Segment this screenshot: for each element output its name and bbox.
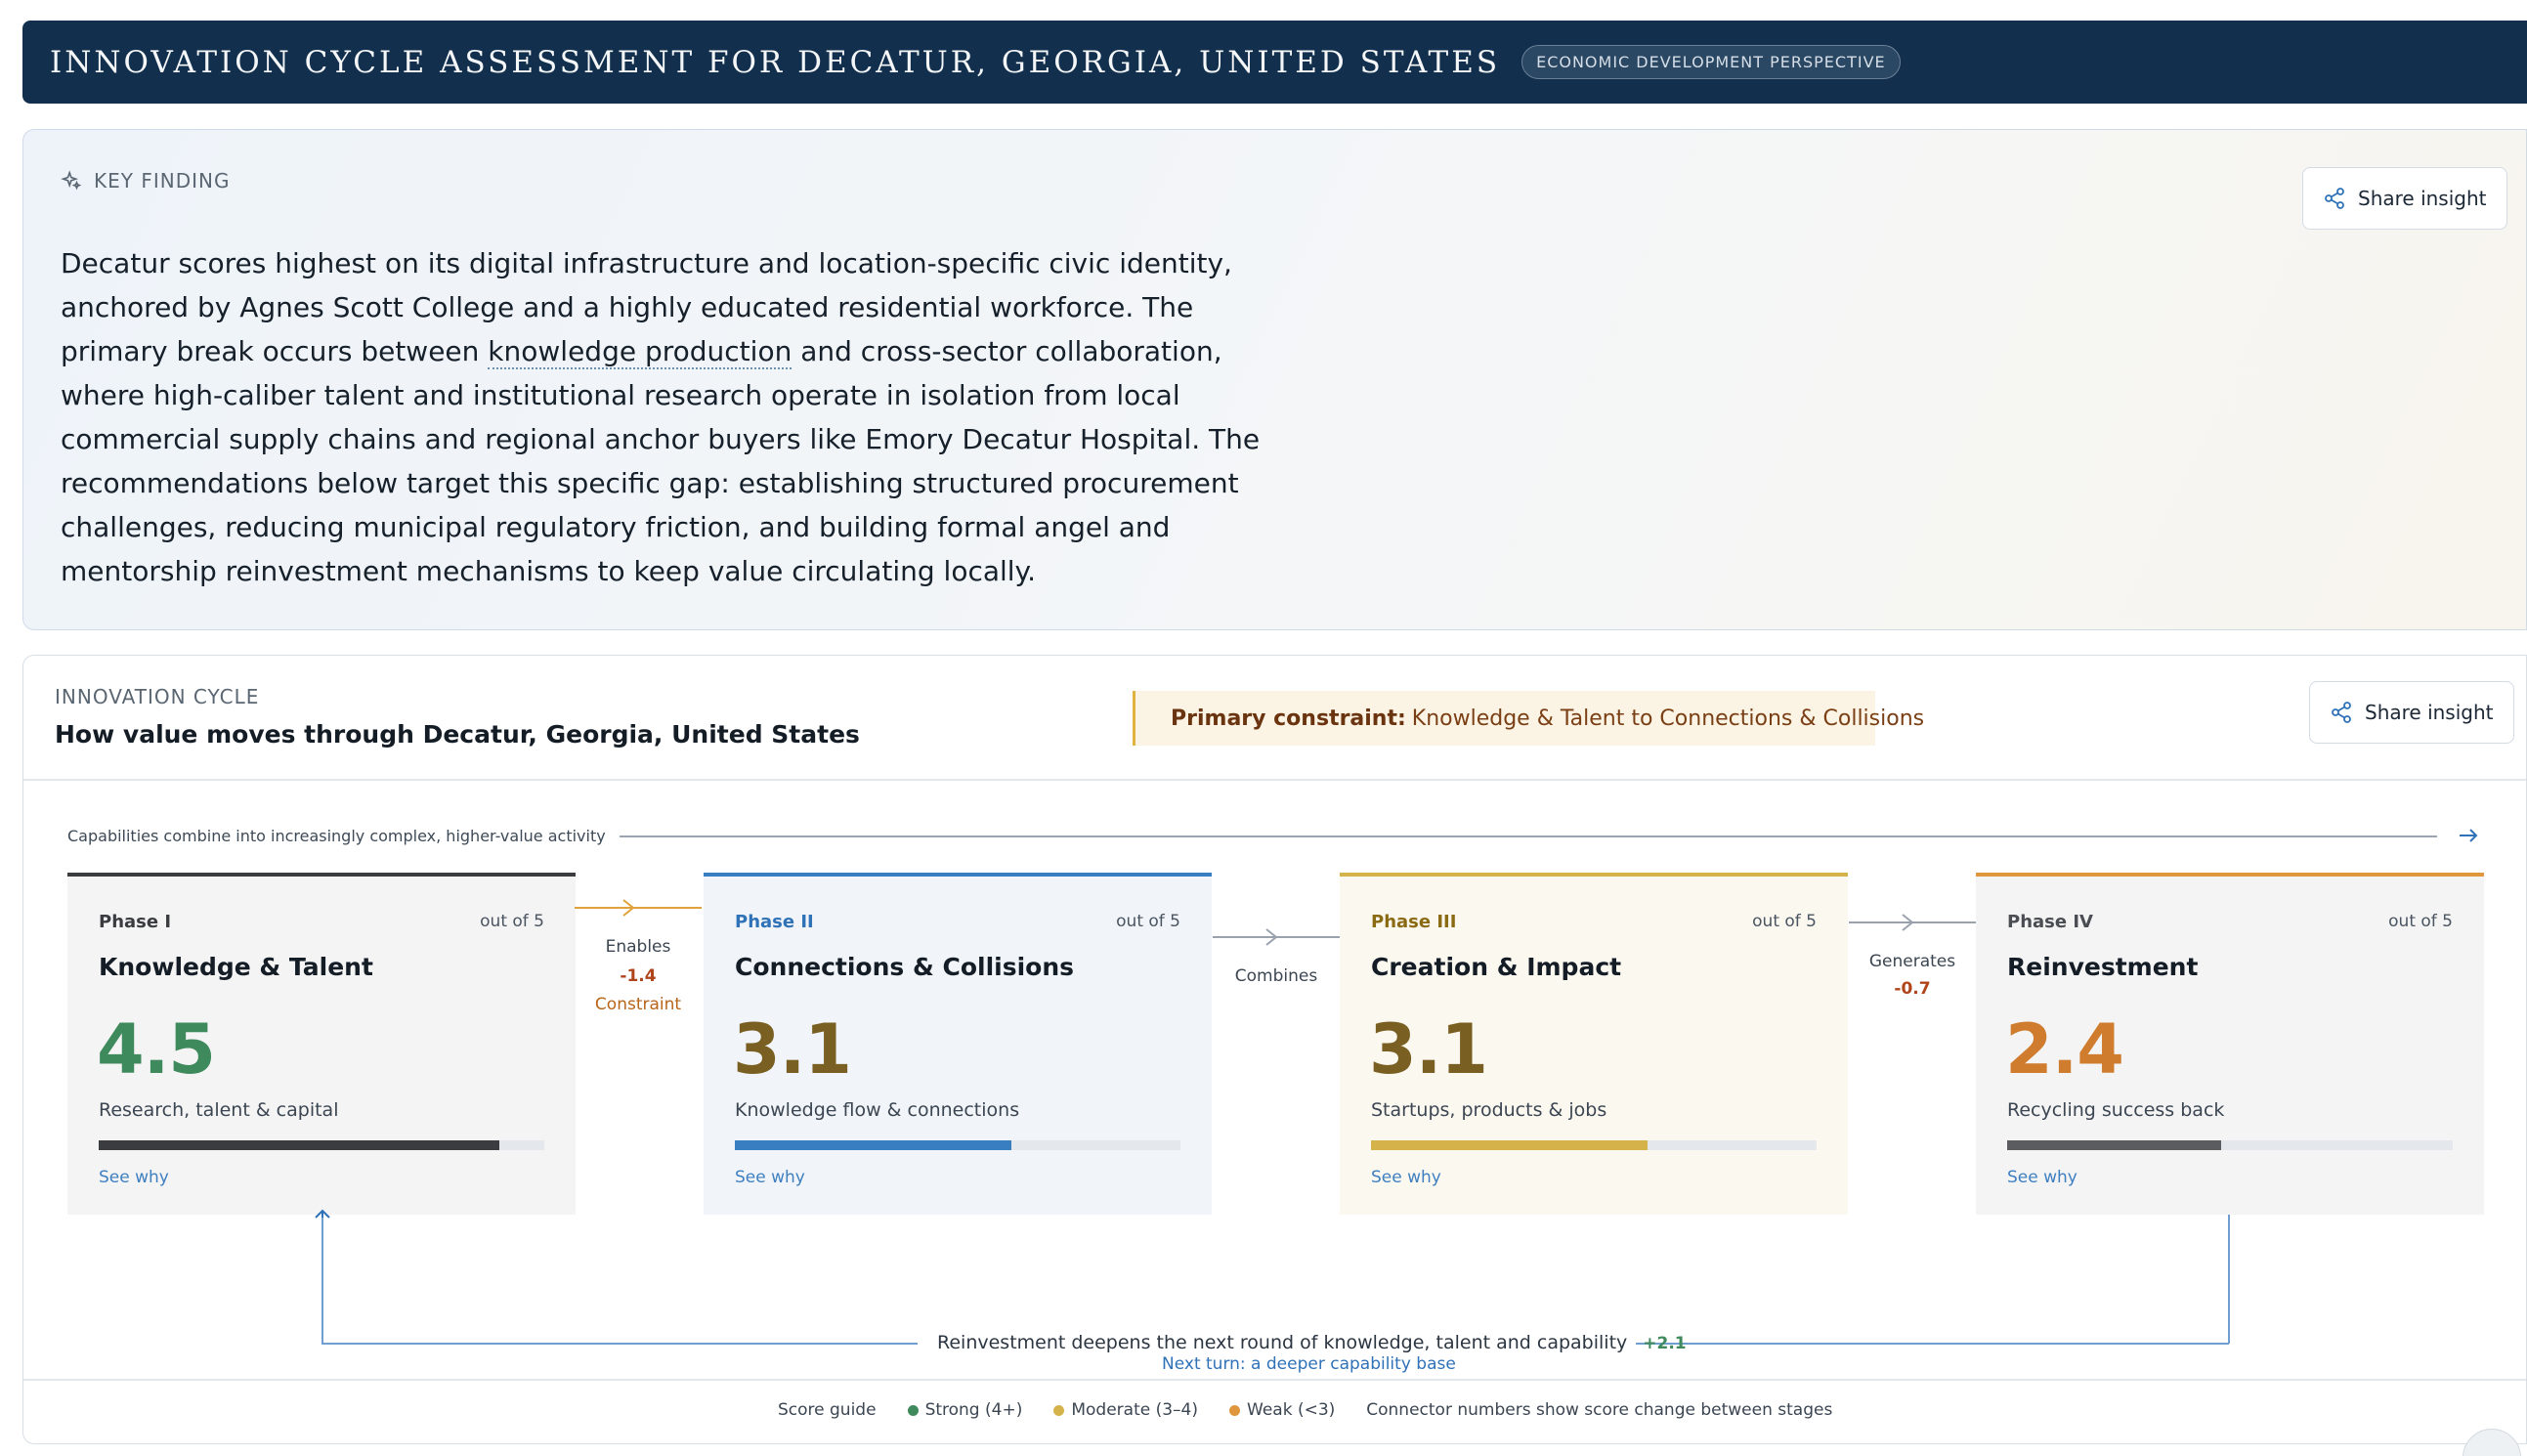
connector-delta: -1.4: [620, 966, 657, 986]
phase-card-reinvestment: [1976, 873, 2484, 1215]
phase-out-of: out of 5: [480, 912, 544, 931]
phase-name: Connections & Collisions: [735, 953, 1075, 981]
glossary-term-link[interactable]: knowledge production: [488, 335, 792, 367]
constraint-label: Primary constraint:: [1171, 706, 1406, 731]
legend-note: Connector numbers show score change between stages: [1366, 1400, 1833, 1420]
score-bar: [735, 1140, 1180, 1150]
moderate-dot-icon: [1053, 1405, 1064, 1416]
legend-strong-label: Strong (4+): [924, 1400, 1023, 1420]
share-insight-button[interactable]: [2302, 167, 2507, 230]
connector-label: Combines: [1234, 966, 1318, 986]
reinvestment-loop-text: [937, 1332, 1687, 1353]
score-bar-fill: [99, 1140, 499, 1150]
score-bar: [99, 1140, 544, 1150]
phase-label: Phase I: [99, 912, 172, 932]
phase-card-knowledge-talent: [67, 873, 576, 1215]
sparkle-icon: [61, 170, 82, 192]
loop-line-left: [321, 1218, 323, 1343]
primary-constraint-banner: [1133, 691, 1925, 746]
loop-description: Reinvestment deepens the next round of knowledge, talent and capability: [937, 1332, 1628, 1353]
page-header: [22, 21, 2527, 104]
legend-moderate-label: Moderate (3–4): [1071, 1400, 1198, 1420]
share-insight-label: Share insight: [2365, 701, 2494, 724]
phase-name: Reinvestment: [2007, 953, 2199, 981]
see-why-link[interactable]: See why: [735, 1168, 805, 1187]
phase-out-of: out of 5: [1752, 912, 1817, 931]
share-icon: [2323, 187, 2346, 210]
legend-title: Score guide: [778, 1400, 877, 1420]
key-finding-card: [22, 129, 2527, 630]
cycle-section-title: How value moves through Decatur, Georgia, United States: [55, 720, 860, 749]
arrow-right-icon: [575, 896, 702, 920]
phase-label: Phase IV: [2007, 912, 2093, 932]
score-bar-fill: [2007, 1140, 2221, 1150]
legend-divider: [23, 1379, 2526, 1381]
key-finding-text-a: Decatur scores highest on its digital infrastructure and location-specific civic identity, anchored by Agnes Scott College and a highly educated residential workforce. The primary break occurs between: [61, 247, 1232, 367]
key-finding-text: [61, 241, 1282, 593]
share-insight-button-cycle[interactable]: [2309, 681, 2514, 744]
legend-strong: [908, 1400, 1023, 1420]
loop-line-right: [2228, 1215, 2230, 1344]
loop-line-bottom-right: [1636, 1343, 2229, 1345]
strong-dot-icon: [908, 1405, 919, 1416]
loop-gain: +2.1: [1643, 1334, 1687, 1353]
see-why-link[interactable]: See why: [2007, 1168, 2077, 1187]
score-guide-legend: [778, 1400, 1863, 1420]
legend-weak-label: Weak (<3): [1247, 1400, 1336, 1420]
constraint-value: Knowledge & Talent to Connections & Collisions: [1411, 706, 1925, 731]
phase-out-of: out of 5: [1116, 912, 1180, 931]
phase-name: Creation & Impact: [1371, 953, 1622, 981]
phase-description: Research, talent & capital: [99, 1099, 339, 1121]
arrow-right-icon: [2457, 824, 2480, 847]
flow-caption: Capabilities combine into increasingly complex, higher-value activity: [67, 827, 606, 845]
score-bar-fill: [735, 1140, 1011, 1150]
page-title: INNOVATION CYCLE ASSESSMENT FOR DECATUR, GEORGIA, UNITED STATES: [50, 44, 1501, 80]
perspective-badge: ECONOMIC DEVELOPMENT PERSPECTIVE: [1521, 45, 1901, 79]
share-insight-label: Share insight: [2358, 187, 2487, 210]
flow-line: [620, 835, 2437, 837]
score-bar-fill: [1371, 1140, 1648, 1150]
connector-label: Enables: [605, 937, 671, 957]
phase-description: Startups, products & jobs: [1371, 1099, 1607, 1121]
phase-score: 3.1: [1369, 1009, 1488, 1090]
phase-name: Knowledge & Talent: [99, 953, 373, 981]
phase-out-of: out of 5: [2388, 912, 2453, 931]
key-finding-label-text: KEY FINDING: [94, 169, 231, 193]
phase-label: Phase II: [735, 912, 814, 932]
phase-score: 3.1: [733, 1009, 852, 1090]
loop-subtitle: Next turn: a deeper capability base: [1162, 1354, 1456, 1374]
key-finding-text-b: and cross-sector collaboration, where high-caliber talent and institutional research operate in isolation from local commercial supply chains and regional anchor buyers like Emory Decatur Hospital. The recommendations below target this specific gap: establishing structured procurement challenges, reducing municipal regulatory friction, and building formal angel and mentorship reinvestment mechanisms to keep value circulating locally.: [61, 335, 1261, 587]
phase-label: Phase III: [1371, 912, 1457, 932]
score-bar: [1371, 1140, 1817, 1150]
connector-delta: -0.7: [1894, 979, 1931, 999]
share-icon: [2330, 701, 2353, 724]
weak-dot-icon: [1229, 1405, 1240, 1416]
phase-score: 2.4: [2005, 1009, 2124, 1090]
connector-note: Constraint: [594, 995, 682, 1014]
cycle-section-label: INNOVATION CYCLE: [55, 685, 260, 708]
arrow-right-icon: [1849, 911, 1976, 934]
innovation-cycle-card: [22, 655, 2527, 1444]
phase-card-connections-collisions: [704, 873, 1212, 1215]
see-why-link[interactable]: See why: [99, 1168, 169, 1187]
score-bar: [2007, 1140, 2453, 1150]
phase-card-creation-impact: [1340, 873, 1848, 1215]
phase-score: 4.5: [97, 1009, 216, 1090]
see-why-link[interactable]: See why: [1371, 1168, 1441, 1187]
key-finding-label: [61, 169, 230, 193]
phase-description: Recycling success back: [2007, 1099, 2225, 1121]
legend-weak: [1229, 1400, 1335, 1420]
arrow-right-icon: [1213, 925, 1340, 949]
legend-moderate: [1053, 1400, 1198, 1420]
section-divider: [23, 779, 2526, 781]
phase-description: Knowledge flow & connections: [735, 1099, 1020, 1121]
connector-label: Generates: [1868, 952, 1956, 971]
loop-line-bottom-left: [321, 1343, 918, 1345]
